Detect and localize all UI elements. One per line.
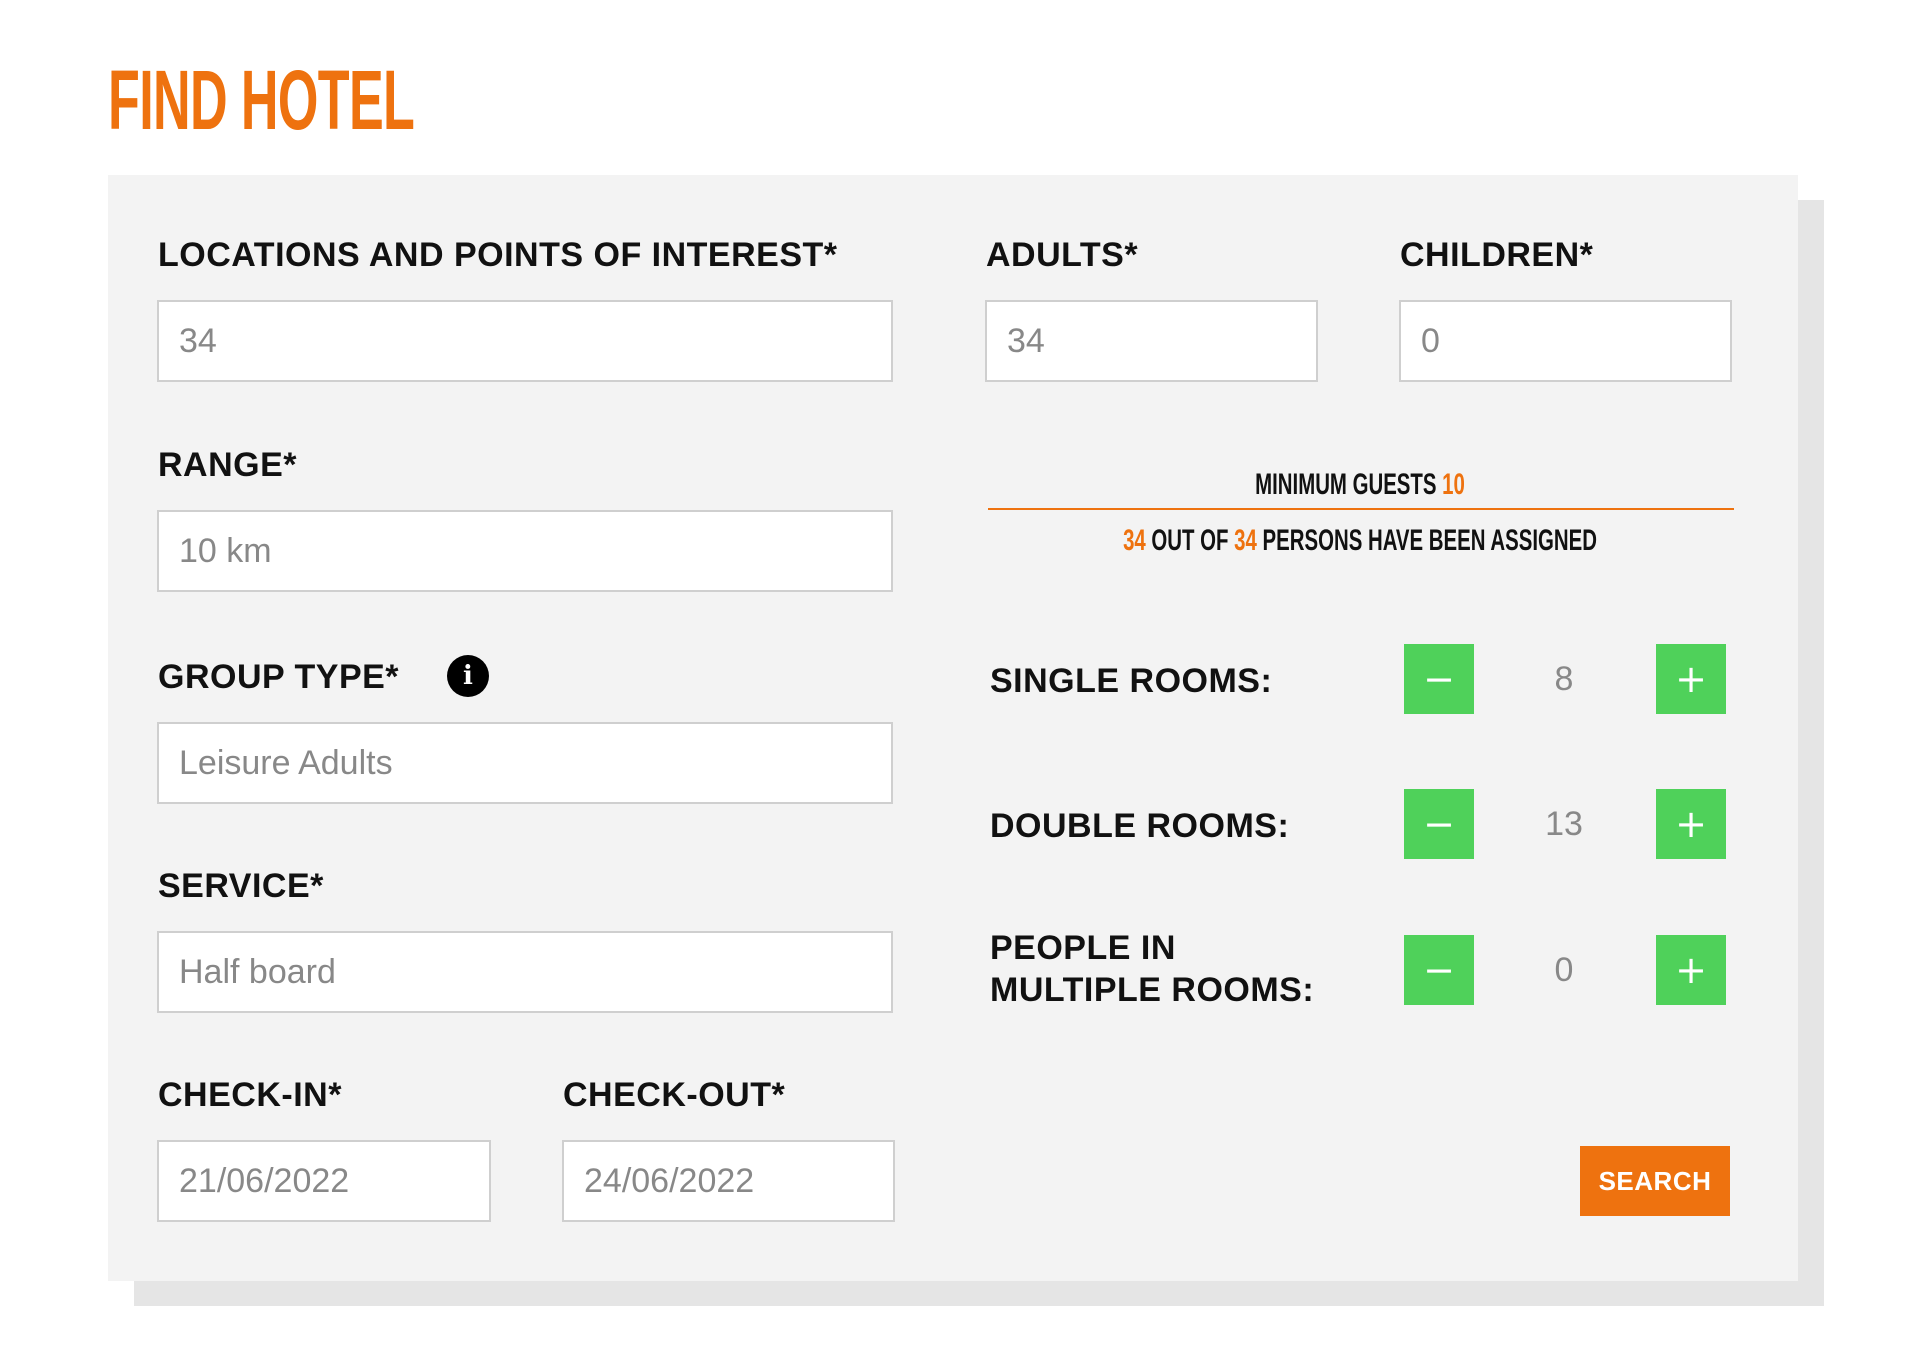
check-out-label: CHECK-OUT* xyxy=(563,1076,786,1114)
page-title: FIND HOTEL xyxy=(108,53,415,147)
double-rooms-value: 13 xyxy=(1545,805,1583,843)
location-input[interactable]: 34 xyxy=(157,300,893,382)
minimum-guests-label: MINIMUM GUESTS xyxy=(1255,468,1437,501)
children-label: CHILDREN* xyxy=(1400,236,1594,274)
service-select[interactable]: Half board xyxy=(157,931,893,1013)
single-rooms-value: 8 xyxy=(1554,660,1574,698)
check-in-label: CHECK-IN* xyxy=(158,1076,342,1114)
check-in-input[interactable]: 21/06/2022 xyxy=(157,1140,491,1222)
multiple-rooms-decrement-button[interactable] xyxy=(1404,935,1474,1005)
plus-icon: + xyxy=(1675,802,1707,846)
children-input[interactable]: 0 xyxy=(1399,300,1732,382)
plus-icon: + xyxy=(1675,657,1707,701)
minus-icon: − xyxy=(1423,657,1455,701)
adults-input[interactable]: 34 xyxy=(985,300,1318,382)
double-rooms-increment-button[interactable] xyxy=(1656,789,1726,859)
adults-label: ADULTS* xyxy=(986,236,1139,274)
assigned-text: PERSONS HAVE BEEN ASSIGNED xyxy=(1262,524,1597,557)
multiple-rooms-label-line2: MULTIPLE ROOMS: xyxy=(990,971,1315,1009)
minus-icon: − xyxy=(1423,948,1455,992)
info-icon[interactable]: i xyxy=(447,655,489,697)
single-rooms-label: SINGLE ROOMS: xyxy=(990,662,1273,700)
range-label: RANGE* xyxy=(158,446,298,484)
service-label: SERVICE* xyxy=(158,867,324,905)
double-rooms-decrement-button[interactable] xyxy=(1404,789,1474,859)
guests-divider xyxy=(988,508,1734,510)
double-rooms-label: DOUBLE ROOMS: xyxy=(990,807,1290,845)
check-out-input[interactable]: 24/06/2022 xyxy=(562,1140,895,1222)
plus-icon: + xyxy=(1675,948,1707,992)
location-label: LOCATIONS AND POINTS OF INTEREST* xyxy=(158,236,838,274)
multiple-rooms-increment-button[interactable] xyxy=(1656,935,1726,1005)
range-input[interactable]: 10 km xyxy=(157,510,893,592)
assigned-count: 34 xyxy=(1123,524,1146,557)
group-type-select[interactable]: Leisure Adults xyxy=(157,722,893,804)
search-button[interactable]: SEARCH xyxy=(1580,1146,1730,1216)
assigned-persons-text xyxy=(1088,524,1632,558)
multiple-rooms-label xyxy=(990,927,1314,1011)
minus-icon: − xyxy=(1423,802,1455,846)
single-rooms-increment-button[interactable] xyxy=(1656,644,1726,714)
total-count: 34 xyxy=(1234,524,1257,557)
single-rooms-decrement-button[interactable] xyxy=(1404,644,1474,714)
multiple-rooms-label-line1: PEOPLE IN xyxy=(990,929,1176,967)
out-of-text: OUT OF xyxy=(1151,524,1229,557)
group-type-label: GROUP TYPE* xyxy=(158,658,400,696)
minimum-guests-value: 10 xyxy=(1442,468,1465,501)
multiple-rooms-value: 0 xyxy=(1554,951,1574,989)
minimum-guests-text xyxy=(1156,468,1564,502)
